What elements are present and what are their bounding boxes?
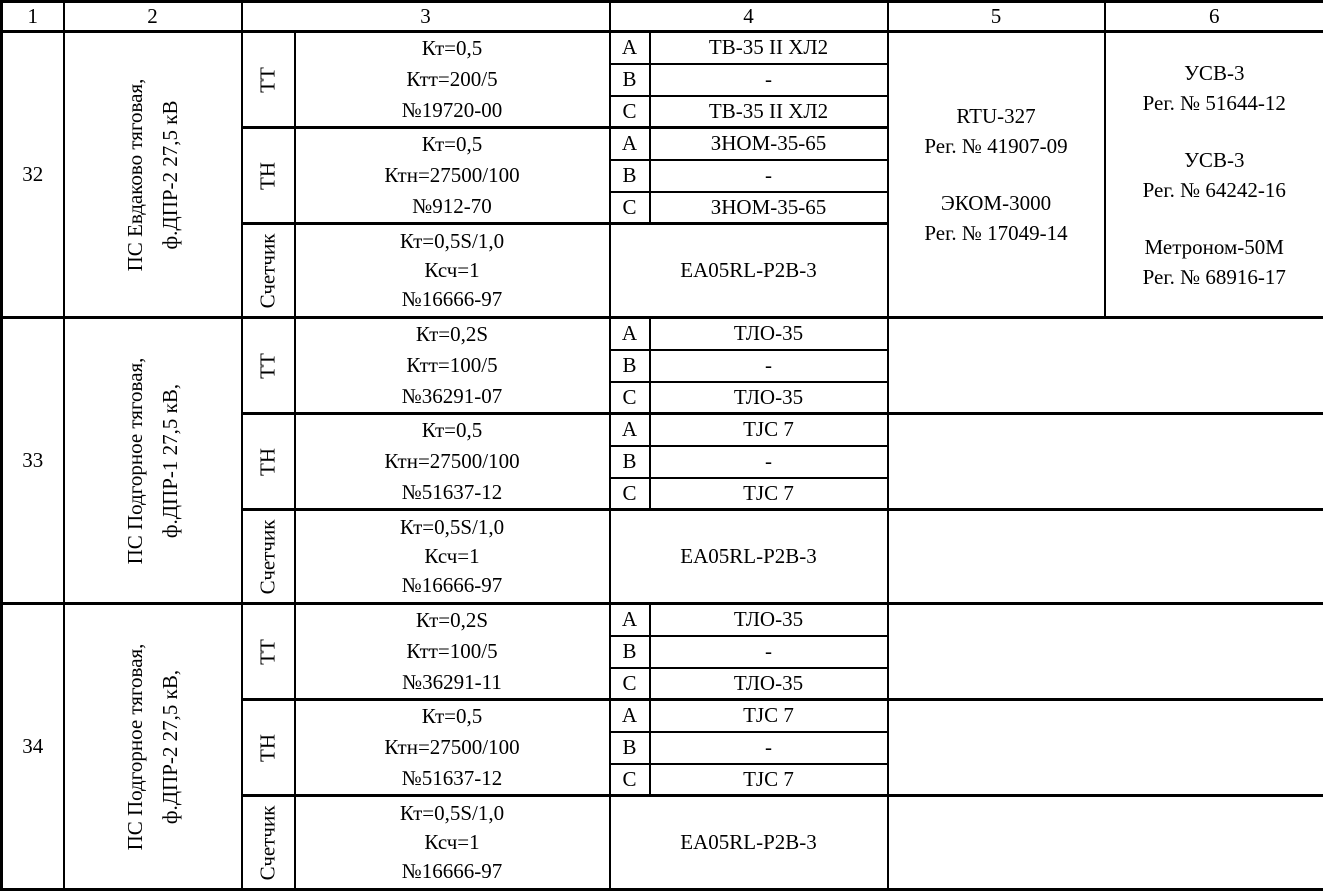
station-row-33 — [2, 318, 1323, 604]
telemetry-name: ЭКОМ-3000 — [889, 188, 1104, 218]
meter-param-ksch: Ксч=1 — [296, 256, 609, 285]
station-name-text — [118, 78, 188, 271]
station-name-line2: ф.ДПР-2 27,5 кВ, — [153, 643, 188, 850]
tn-params — [295, 414, 610, 510]
phase-equipment: - — [650, 732, 888, 764]
meter-param-ratio: Кт=0,5S/1,0 — [296, 799, 609, 828]
meter-label-cell — [242, 224, 295, 318]
phase-equipment: ТЛО-35 — [650, 604, 888, 636]
phase-equipment: - — [650, 636, 888, 668]
phase-equipment: ЗНОМ-35-65 — [650, 192, 888, 224]
phase-letter: A — [610, 700, 650, 732]
meter-type: EA05RL-P2B-3 — [610, 224, 888, 318]
station-name — [64, 32, 242, 318]
station-name — [64, 318, 242, 604]
tn-param-ktn: Ктн=27500/100 — [296, 732, 609, 763]
tn-param-serial: №51637-12 — [296, 477, 609, 508]
phase-letter: B — [610, 446, 650, 478]
time-sync-entry — [1106, 232, 1323, 292]
station-row-32 — [2, 32, 1323, 318]
phase-letter: C — [610, 382, 650, 414]
tt-label: ТТ — [256, 353, 281, 379]
tn-param-ktn: Ктн=27500/100 — [296, 160, 609, 191]
station-name — [64, 604, 242, 890]
station-row-34 — [2, 604, 1323, 890]
tt-param-ratio: Кт=0,2S — [296, 319, 609, 350]
meter-label: Счетчик — [256, 233, 281, 308]
phase-letter: C — [610, 764, 650, 796]
station-name-line1: ПС Подгорное тяговая, — [118, 357, 153, 564]
station-name-text — [118, 357, 188, 564]
tt-params — [295, 318, 610, 414]
tn-label-cell — [242, 700, 295, 796]
phase-letter: C — [610, 192, 650, 224]
telemetry-entry — [889, 101, 1104, 161]
tn-params — [295, 700, 610, 796]
phase-letter: A — [610, 414, 650, 446]
station-number: 34 — [2, 604, 64, 890]
phase-equipment: - — [650, 160, 888, 192]
station-name-text — [118, 643, 188, 850]
tn-label: ТН — [256, 734, 281, 762]
time-sync-name: УСВ-3 — [1106, 58, 1323, 88]
phase-equipment: ТВ-35 II ХЛ2 — [650, 32, 888, 64]
phase-letter: B — [610, 350, 650, 382]
tn-params — [295, 128, 610, 224]
tn-label-cell — [242, 414, 295, 510]
time-sync-reg: Рег. № 64242-16 — [1106, 175, 1323, 205]
tt-param-ktt: Ктт=200/5 — [296, 64, 609, 95]
tn-label: ТН — [256, 162, 281, 190]
phase-equipment: ТЛО-35 — [650, 382, 888, 414]
phase-equipment: TJC 7 — [650, 764, 888, 796]
tn-param-ratio: Кт=0,5 — [296, 701, 609, 732]
time-sync-name: УСВ-3 — [1106, 145, 1323, 175]
phase-letter: C — [610, 668, 650, 700]
column-header-4: 4 — [610, 2, 888, 32]
meter-param-ratio: Кт=0,5S/1,0 — [296, 227, 609, 256]
phase-letter: B — [610, 64, 650, 96]
station-name-line2: ф.ДПР-1 27,5 кВ, — [153, 357, 188, 564]
meter-label: Счетчик — [256, 805, 281, 880]
telemetry-reg: Рег. № 17049-14 — [889, 218, 1104, 248]
meter-params — [295, 224, 610, 318]
phase-equipment: ТЛО-35 — [650, 318, 888, 350]
phase-letter: A — [610, 128, 650, 160]
tt-label: ТТ — [256, 639, 281, 665]
phase-letter: C — [610, 96, 650, 128]
meter-params — [295, 510, 610, 604]
meter-param-ksch: Ксч=1 — [296, 828, 609, 857]
tn-param-serial: №51637-12 — [296, 763, 609, 794]
telemetry-entry — [889, 188, 1104, 248]
tt-param-ktt: Ктт=100/5 — [296, 636, 609, 667]
phase-equipment: ЗНОМ-35-65 — [650, 128, 888, 160]
meter-param-ratio: Кт=0,5S/1,0 — [296, 513, 609, 542]
tt-param-serial: №36291-07 — [296, 381, 609, 412]
telemetry-reg: Рег. № 41907-09 — [889, 131, 1104, 161]
phase-equipment: TJC 7 — [650, 414, 888, 446]
station-name-line2: ф.ДПР-2 27,5 кВ — [153, 78, 188, 271]
tn-param-ratio: Кт=0,5 — [296, 129, 609, 160]
tn-label: ТН — [256, 448, 281, 476]
column-header-1: 1 — [2, 2, 64, 32]
time-sync-entry — [1106, 58, 1323, 118]
meter-param-serial: №16666-97 — [296, 571, 609, 600]
station-number: 32 — [2, 32, 64, 318]
phase-equipment: - — [650, 64, 888, 96]
phase-equipment: - — [650, 350, 888, 382]
tt-param-ktt: Ктт=100/5 — [296, 350, 609, 381]
tn-param-ratio: Кт=0,5 — [296, 415, 609, 446]
tt-param-ratio: Кт=0,2S — [296, 605, 609, 636]
phase-letter: A — [610, 318, 650, 350]
meter-label-cell — [242, 796, 295, 890]
column-header-3: 3 — [242, 2, 610, 32]
meter-label: Счетчик — [256, 519, 281, 594]
column-header-5: 5 — [888, 2, 1105, 32]
column-header-6: 6 — [1105, 2, 1323, 32]
meter-label-cell — [242, 510, 295, 604]
time-sync-equipment-cell — [1105, 32, 1323, 318]
tn-param-serial: №912-70 — [296, 191, 609, 222]
phase-letter: B — [610, 636, 650, 668]
column-header-row — [2, 2, 1323, 32]
time-sync-reg: Рег. № 51644-12 — [1106, 88, 1323, 118]
phase-letter: B — [610, 732, 650, 764]
tt-param-serial: №36291-11 — [296, 667, 609, 698]
tn-label-cell — [242, 128, 295, 224]
meter-type: EA05RL-P2B-3 — [610, 510, 888, 604]
meter-type: EA05RL-P2B-3 — [610, 796, 888, 890]
telemetry-equipment-cell — [888, 32, 1105, 318]
telemetry-name: RTU-327 — [889, 101, 1104, 131]
tt-params — [295, 32, 610, 128]
tt-label-cell — [242, 318, 295, 414]
phase-equipment: ТЛО-35 — [650, 668, 888, 700]
phase-equipment: - — [650, 446, 888, 478]
tt-param-serial: №19720-00 — [296, 95, 609, 126]
time-sync-entry — [1106, 145, 1323, 205]
meter-param-ksch: Ксч=1 — [296, 542, 609, 571]
phase-letter: A — [610, 604, 650, 636]
column-header-2: 2 — [64, 2, 242, 32]
time-sync-reg: Рег. № 68916-17 — [1106, 262, 1323, 292]
station-name-line1: ПС Евдаково тяговая, — [118, 78, 153, 271]
station-name-line1: ПС Подгорное тяговая, — [118, 643, 153, 850]
tt-param-ratio: Кт=0,5 — [296, 33, 609, 64]
tn-param-ktn: Ктн=27500/100 — [296, 446, 609, 477]
phase-equipment: TJC 7 — [650, 478, 888, 510]
tt-label: ТТ — [256, 67, 281, 93]
time-sync-name: Метроном-50М — [1106, 232, 1323, 262]
phase-letter: A — [610, 32, 650, 64]
meter-param-serial: №16666-97 — [296, 285, 609, 314]
phase-letter: C — [610, 478, 650, 510]
station-number: 33 — [2, 318, 64, 604]
phase-letter: B — [610, 160, 650, 192]
meter-params — [295, 796, 610, 890]
tt-params — [295, 604, 610, 700]
phase-equipment: ТВ-35 II ХЛ2 — [650, 96, 888, 128]
tt-label-cell — [242, 32, 295, 128]
tt-label-cell — [242, 604, 295, 700]
meter-param-serial: №16666-97 — [296, 857, 609, 886]
phase-equipment: TJC 7 — [650, 700, 888, 732]
